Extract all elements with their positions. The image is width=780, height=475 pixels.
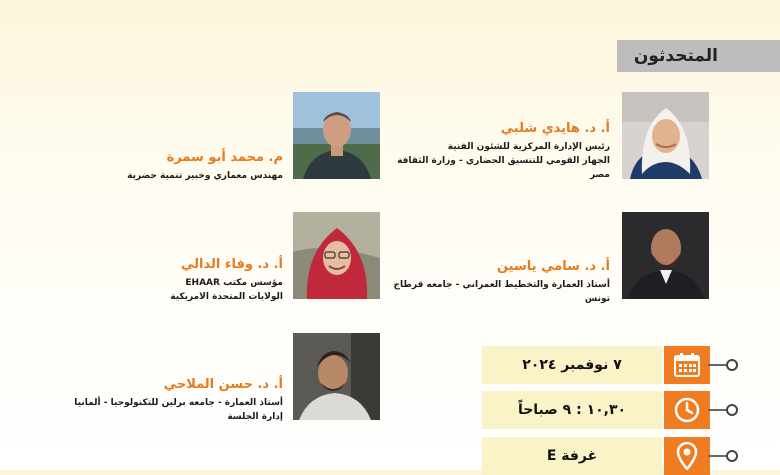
speaker-title-line: أستاذ العمارة - جامعه برلين للتكنولوجيا - ألمانيا — [74, 398, 283, 408]
speaker-info-mohamed-abu-samra — [43, 149, 283, 183]
timeline-connector — [708, 362, 738, 368]
timeline-connector — [708, 407, 738, 413]
event-room: غرفة E — [482, 437, 662, 475]
section-title: المتحدثون — [633, 46, 718, 66]
speaker-photo-hayde-shalaby — [622, 92, 709, 179]
speaker-photo-wafaa-aldali — [293, 212, 380, 299]
speaker-title-line: إدارة الجلسة — [227, 412, 283, 422]
speaker-photo-hassan-almallahi — [293, 333, 380, 420]
speaker-title-line: رئيس الإدارة المركزية للشئون الفنية — [447, 142, 610, 152]
location-pin-icon — [664, 437, 710, 475]
event-date: ٧ نوفمبر ٢٠٢٤ — [482, 346, 662, 384]
speaker-name: أ. د. حسن الملاحي — [163, 377, 283, 392]
speaker-title-line: مهندس معماري وخبير تنمية حضرية — [127, 171, 283, 181]
clock-icon — [664, 391, 710, 429]
timeline-connector — [708, 453, 738, 459]
speaker-title-line: مؤسس مكتب EHAAR — [185, 278, 283, 288]
speaker-title-line: تونس — [584, 294, 610, 304]
speaker-name: أ. د. سامي ياسين — [496, 259, 610, 274]
speaker-title-line: الولايات المتحدة الامريكية — [170, 292, 283, 302]
speaker-name: م. محمد أبو سمرة — [166, 150, 283, 165]
speaker-photo-mohamed-abu-samra — [293, 92, 380, 179]
speaker-photo-sami-yassin — [622, 212, 709, 299]
speaker-title-line: الجهاز القومي للتنسيق الحضاري - وزارة الثقافة — [397, 156, 610, 166]
speaker-title-line: أستاذ العمارة والتخطيط العمراني - جامعه قرطاج — [393, 280, 610, 290]
speakers-section-header — [617, 40, 780, 72]
speaker-info-hayde-shalaby — [380, 120, 610, 182]
speaker-name: أ. د. هايدي شلبي — [500, 121, 610, 136]
calendar-icon — [664, 346, 710, 384]
event-time: ١٠,٣٠ : ٩ صباحاً — [482, 391, 662, 429]
speaker-info-sami-yassin — [370, 258, 610, 306]
speaker-name: أ. د. وفاء الدالي — [180, 257, 283, 272]
speaker-info-wafaa-aldali — [43, 256, 283, 304]
speaker-title-line: مصر — [589, 170, 610, 180]
speaker-info-hassan-almallahi — [23, 376, 283, 424]
